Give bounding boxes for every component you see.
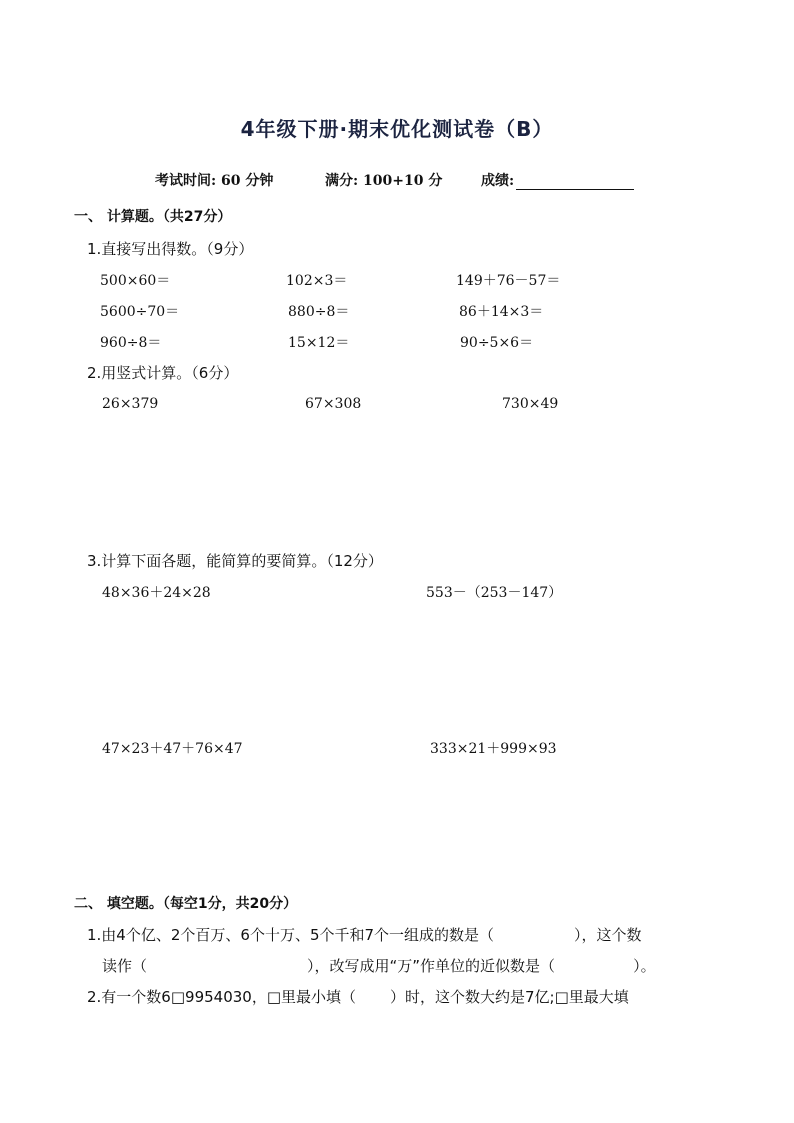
page-title: 4年级下册·期末优化测试卷（B） <box>240 117 554 141</box>
q2-label: 2.用竖式计算。（6分） <box>87 364 239 382</box>
grade-label: 成绩: <box>481 173 515 189</box>
fill-q2-line1 <box>87 986 629 1007</box>
q2-expr: 26×379 <box>102 396 159 412</box>
q1-expr: 960÷8＝ <box>100 335 162 351</box>
q1-expr: 149＋76－57＝ <box>456 273 561 289</box>
exam-time: 考试时间: 60 分钟 <box>155 173 274 189</box>
q1-expr: 102×3＝ <box>286 273 348 289</box>
q3-label: 3.计算下面各题，能简算的要简算。（12分） <box>87 552 383 570</box>
fill-q2-text: 2.有一个数6□9954030，□里最小填（ <box>87 988 357 1006</box>
section2-heading: 二、 填空题。（每空1分，共20分） <box>74 896 298 912</box>
q1-expr: 15×12＝ <box>288 335 350 351</box>
q1-label: 1.直接写出得数。（9分） <box>87 240 254 258</box>
fill-q2-text: ）时，这个数大约是7亿;□里最大填 <box>390 988 629 1006</box>
fill-q1-text: 1.由4个亿、2个百万、6个十万、5个千和7个一组成的数是（ <box>87 926 495 944</box>
q1-expr: 86＋14×3＝ <box>459 304 544 320</box>
full-score: 满分: 100+10 分 <box>325 173 443 189</box>
section1-heading: 一、 计算题。（共27分） <box>74 209 232 225</box>
q3-expr: 553－（253－147） <box>426 585 563 601</box>
q2-expr: 730×49 <box>502 396 559 412</box>
q3-expr: 47×23＋47＋76×47 <box>102 741 243 757</box>
q1-expr: 90÷5×6＝ <box>460 335 534 351</box>
grade-blank <box>516 175 634 190</box>
fill-q1-text: ），这个数 <box>574 926 642 944</box>
fill-q1-line1 <box>87 924 642 945</box>
fill-q1-text: ），改写成用“万”作单位的近似数是（ <box>307 957 556 975</box>
q1-expr: 880÷8＝ <box>288 304 350 320</box>
q1-expr: 500×60＝ <box>100 273 171 289</box>
q3-expr: 48×36＋24×28 <box>102 585 211 601</box>
grade-field <box>481 170 634 190</box>
q2-expr: 67×308 <box>305 396 362 412</box>
q3-expr: 333×21＋999×93 <box>430 741 557 757</box>
q1-expr: 5600÷70＝ <box>100 304 180 320</box>
fill-q1-text: 读作（ <box>102 957 148 975</box>
fill-q1-text: ）。 <box>633 957 656 975</box>
fill-q1-line2 <box>102 955 656 976</box>
